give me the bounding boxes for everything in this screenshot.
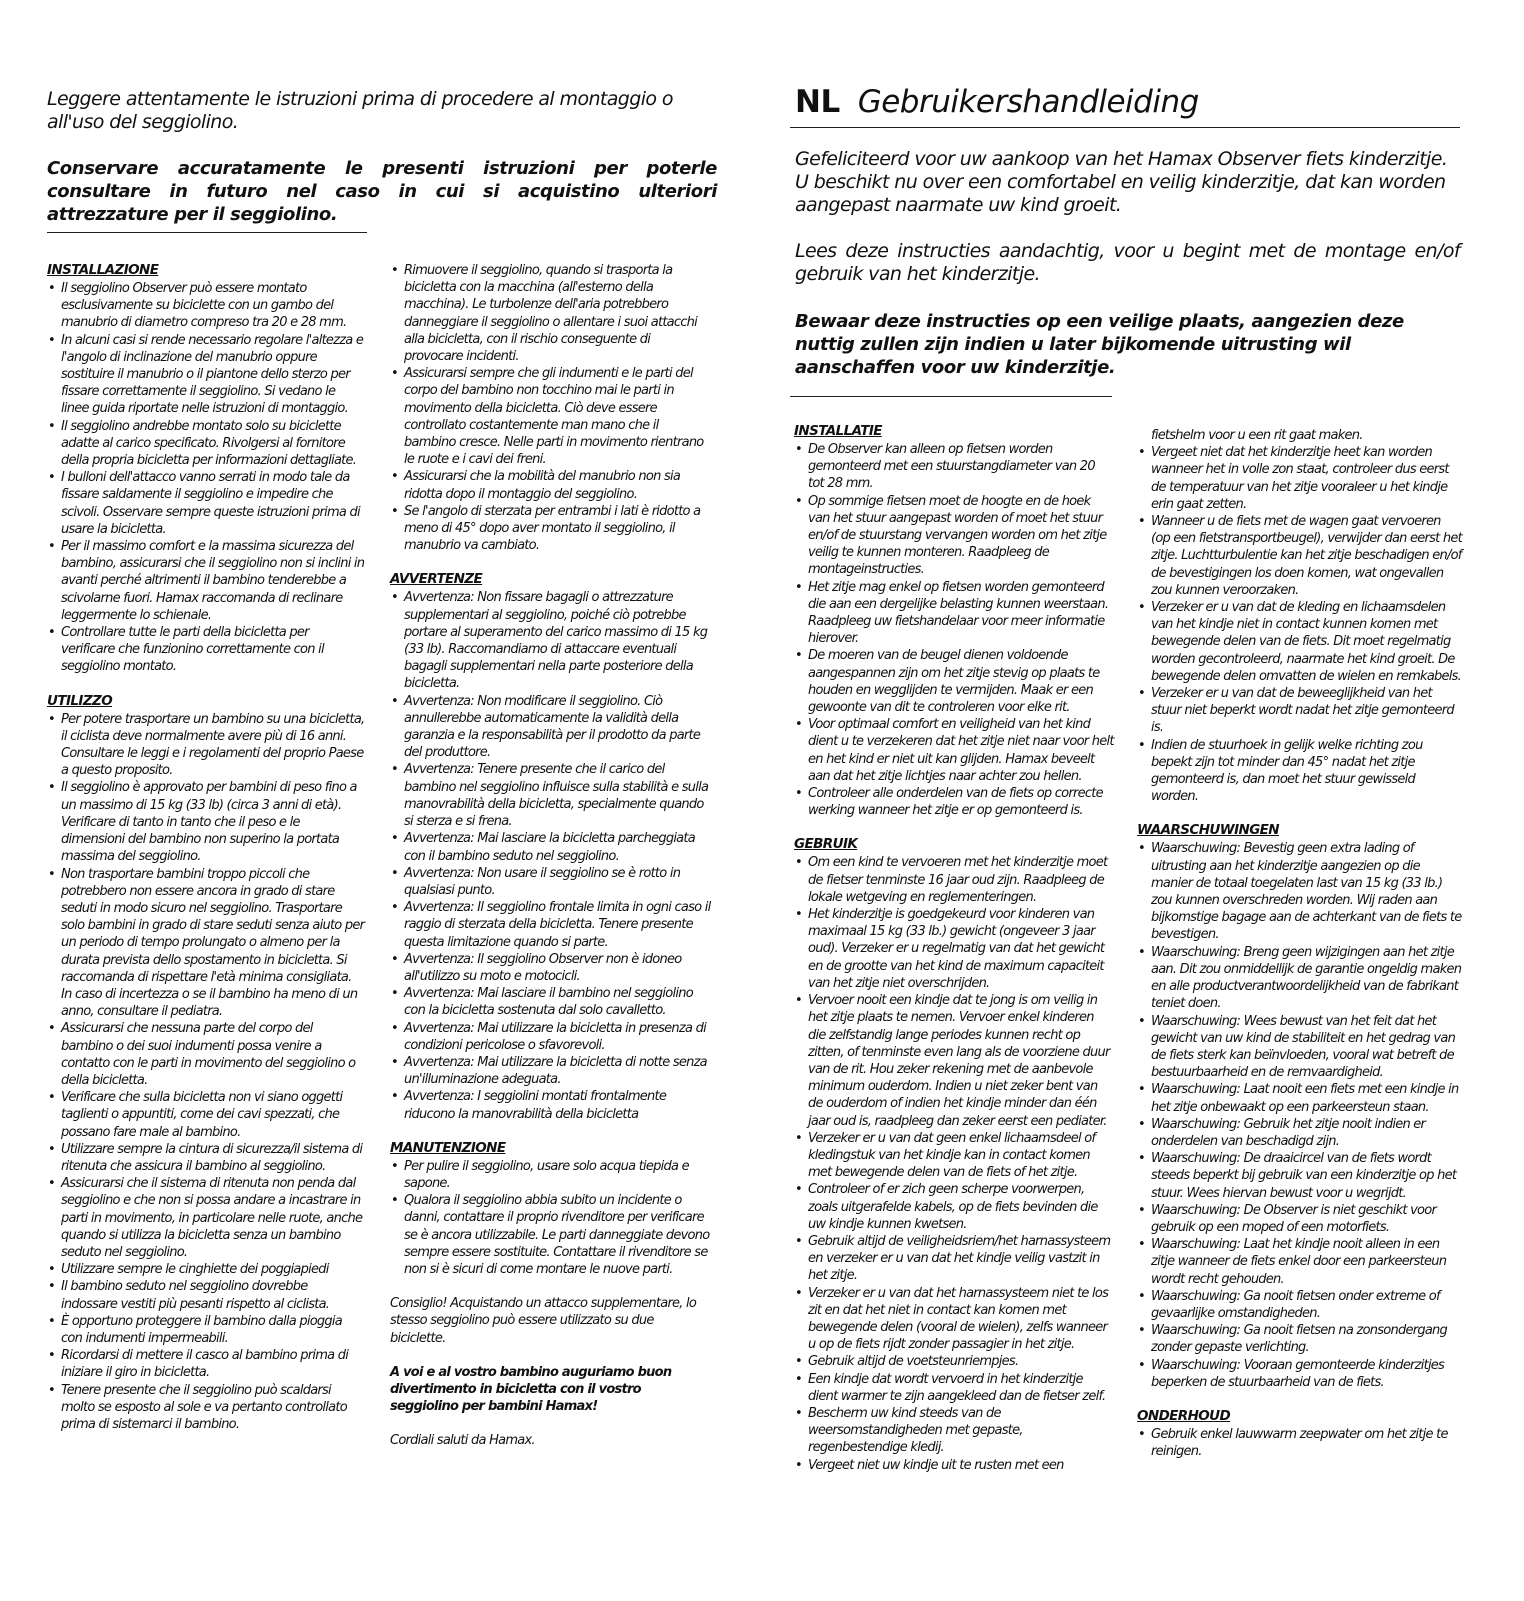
- manutenzione-heading: MANUTENZIONE: [390, 1139, 506, 1156]
- list-item: • Avvertenza: Il seggiolino Observer non è idoneo all'utilizzo su moto e motocicli.: [390, 951, 712, 985]
- onderhoud-list: [1137, 1426, 1462, 1460]
- list-item: • Per il massimo comfort e la massima sicurezza del bambino, assicurarsi che il seggiolino non si inclini in avanti perché altrimenti il bambino tenderebbe a scivolarne fuori. Hamax raccomanda di reclinare leggermente lo schienale.: [47, 538, 365, 624]
- page-title: [795, 84, 1199, 120]
- installazione-heading: INSTALLAZIONE: [47, 262, 159, 278]
- utilizzo-continued-list: [390, 262, 712, 554]
- list-item: • Waarschuwing: De draaicircel van de fiets wordt steeds beperkt bij gebruik van een kinderzitje op het stuur. Wees hiervan bewust voor u wegrijdt.: [1137, 1150, 1462, 1202]
- list-item: • È opportuno proteggere il bambino dalla pioggia con indumenti impermeabili.: [47, 1313, 365, 1347]
- right-column-1: [794, 423, 1114, 1474]
- list-item: • Waarschuwing: Ga nooit fietsen na zonsondergang zonder gepaste verlichting.: [1137, 1322, 1462, 1356]
- list-item: • Utilizzare sempre le cinghiette dei poggiapiedi: [47, 1261, 365, 1278]
- list-item: • Rimuovere il seggiolino, quando si trasporta la bicicletta con la macchina (all'esterno della macchina). Le turbolenze dell'aria potrebbero danneggiare il seggiolino o allentare i suoi attacchi alla bicicletta, con il rischio conseguente di provocare incidenti.: [390, 262, 712, 365]
- list-item: • Il seggiolino andrebbe montato solo su biciclette adatte al carico specificato. Rivolgersi al fornitore della propria bicicletta per informazioni dettagliate.: [47, 418, 365, 470]
- right-intro-1: Gefeliciteerd voor uw aankoop van het Hamax Observer fiets kinderzitje. U beschikt nu over een comfortabel en veilig kinderzitje, dat kan worden aangepast naarmate uw kind groeit.: [795, 148, 1448, 216]
- list-item: • Waarschuwing: Breng geen wijzigingen aan het zitje aan. Dit zou onmiddellijk de garantie ongeldig maken en alle productverantwoordelijkheid van de fabrikant teniet doen.: [1137, 944, 1462, 1013]
- list-item: • Il seggiolino è approvato per bambini di peso fino a un massimo di 15 kg (33 lb) (circa 3 anni di età). Verificare di tanto in tanto che il peso e le dimensioni del bambino non superino la portata massima del seggiolino.: [47, 779, 365, 865]
- list-item: • Waarschuwing: Ga nooit fietsen onder extreme of gevaarlijke omstandigheden.: [1137, 1288, 1462, 1322]
- right-intro-bold: Bewaar deze instructies op een veilige plaats, aangezien deze nuttig zullen zijn indien u later bijkomende uitrusting wil aanschaffen voor uw kinderzitje.: [795, 311, 1404, 378]
- list-item: • Het kinderzitje is goedgekeurd voor kinderen van maximaal 15 kg (33 lb.) gewicht (ongeveer 3 jaar oud). Verzeker er u regelmatig van dat het gewicht en de grootte van het kind de maximum capaciteit van het zitje niet overschrijden.: [794, 906, 1114, 992]
- list-item: • Gebruik altijd de voetsteunriempjes.: [794, 1353, 1114, 1370]
- list-item: • Bescherm uw kind steeds van de weersomstandigheden met gepaste, regenbestendige kledij.: [794, 1405, 1114, 1457]
- list-item: • Avvertenza: Non usare il seggiolino se è rotto in qualsiasi punto.: [390, 865, 712, 899]
- list-item: • Vergeet niet uw kindje uit te rusten met een: [794, 1457, 1114, 1474]
- list-item: • Ricordarsi di mettere il casco al bambino prima di iniziare il giro in bicicletta.: [47, 1347, 365, 1381]
- list-item: • Avvertenza: Mai utilizzare la bicicletta in presenza di condizioni pericolose o sfavorevoli.: [390, 1020, 712, 1054]
- tip-paragraph: Consiglio! Acquistando un attacco supplementare, lo stesso seggiolino può essere utilizzato su due biciclette.: [390, 1296, 697, 1346]
- list-item: • Indien de stuurhoek in gelijk welke richting zou bepekt zijn tot minder dan 45° nadat het zitje gemonteerd is, dan moet het stuur gewisseld worden.: [1137, 737, 1462, 806]
- manutenzione-list: [390, 1158, 712, 1278]
- list-item: • Waarschuwing: Bevestig geen extra lading of uitrusting aan het kinderzitje aangezien op die manier de totaal toegelaten last van 15 kg (33 lb.) zou kunnen overschreden worden. Wij raden aan bijkomstige bagage aan de achterkant van de fiets te bevestigen.: [1137, 840, 1462, 943]
- list-item: • Controllare tutte le parti della bicicletta per verificare che funzionino correttamente con il seggiolino montato.: [47, 624, 365, 676]
- closing-bold: A voi e al vostro bambino auguriamo buon divertimento in bicicletta con il vostro seggiolino per bambini Hamax!: [390, 1364, 672, 1415]
- list-item: • Qualora il seggiolino abbia subito un incidente o danni, contattare il proprio rivenditore per verificare se è ancora utilizzabile. Le parti danneggiate devono sempre essere sostituite. Contattare il rivenditore se non si è sicuri di come montare le nuove parti.: [390, 1192, 712, 1278]
- list-item: • De Observer kan alleen op fietsen worden gemonteerd met een stuurstangdiameter van 20 tot 28 mm.: [794, 441, 1114, 493]
- left-intro-bold: Conservare accuratamente le presenti istruzioni per poterle consultare in futuro nel caso in cui si acquistino ulteriori attrezzature per il seggiolino.: [47, 158, 717, 225]
- title-rule: [790, 127, 1460, 128]
- waarschuwingen-heading: WAARSCHUWINGEN: [1137, 822, 1280, 839]
- installatie-heading: INSTALLATIE: [794, 423, 882, 439]
- right-column-2: [1137, 427, 1462, 1460]
- list-item-continued: fietshelm voor u een rit gaat maken.: [1151, 428, 1363, 443]
- list-item: • Verzeker er u van dat geen enkel lichaamsdeel of kledingstuk van het kindje kan in contact komen met bewegende delen van de fiets of het zitje.: [794, 1130, 1114, 1182]
- utilizzo-heading: UTILIZZO: [47, 692, 113, 709]
- list-item: • Avvertenza: Tenere presente che il carico del bambino nel seggiolino influisce sulla stabilità e sulla manovrabilità della bicicletta, specialmente quando si sterza e si frena.: [390, 761, 712, 830]
- list-item: • Avvertenza: Mai utilizzare la bicicletta di notte senza un'illuminazione adeguata.: [390, 1054, 712, 1088]
- list-item: • Per potere trasportare un bambino su una bicicletta, il ciclista deve normalmente avere più di 16 anni. Consultare le leggi e i regolamenti del proprio Paese a questo proposito.: [47, 711, 365, 780]
- left-column-1: [47, 262, 365, 1433]
- list-item: • Voor optimaal comfort en veiligheid van het kind dient u te verzekeren dat het zitje niet naar voor helt en het kind er niet uit kan glijden. Hamax beveelt aan dat het zitje lichtjes naar achter zou hellen.: [794, 716, 1114, 785]
- list-item: • Het zitje mag enkel op fietsen worden gemonteerd die aan een dergelijke belasting kunnen weerstaan. Raadpleeg uw fietshandelaar voor meer informatie hierover.: [794, 579, 1114, 648]
- list-item: • Il seggiolino Observer può essere montato esclusivamente su biciclette con un gambo del manubrio di diametro compreso tra 20 e 28 mm.: [47, 280, 365, 332]
- list-item: • Gebruik altijd de veiligheidsriem/het harnassysteem en verzeker er u van dat het kindje veilig vastzit in het zitje.: [794, 1233, 1114, 1285]
- list-item: • I bulloni dell'attacco vanno serrati in modo tale da fissare saldamente il seggiolino e impedire che scivoli. Osservare sempre queste istruzioni prima di usare la bicicletta.: [47, 469, 365, 538]
- title-text: Gebruikershandleiding: [857, 84, 1199, 120]
- list-item: • Utilizzare sempre la cintura di sicurezza/il sistema di ritenuta che assicura il bambino al seggiolino.: [47, 1141, 365, 1175]
- waarschuwingen-list: [1137, 840, 1462, 1391]
- list-item: • Waarschuwing: Gebruik het zitje nooit indien er onderdelen van beschadigd zijn.: [1137, 1116, 1462, 1150]
- list-item: • Verzeker er u van dat de beweeglijkheid van het stuur niet beperkt wordt nadat het zitje gemonteerd is.: [1137, 685, 1462, 737]
- list-item: • Assicurarsi che la mobilità del manubrio non sia ridotta dopo il montaggio del seggiolino.: [390, 468, 712, 502]
- list-item: • Controleer of er zich geen scherpe voorwerpen, zoals uitgerafelde kabels, op de fiets bevinden die uw kindje kunnen kwetsen.: [794, 1181, 1114, 1233]
- list-item: • Avvertenza: Mai lasciare la bicicletta parcheggiata con il bambino seduto nel seggiolino.: [390, 830, 712, 864]
- avvertenze-heading: AVVERTENZE: [390, 571, 483, 588]
- installatie-list: [794, 441, 1114, 819]
- list-item: • De moeren van de beugel dienen voldoende aangespannen zijn om het zitje stevig op plaats te houden en wegglijden te vermijden. Maak er een gewoonte van dit te controleren voor elke rit.: [794, 647, 1114, 716]
- list-item: • Per pulire il seggiolino, usare solo acqua tiepida e sapone.: [390, 1158, 712, 1192]
- language-code: NL: [795, 84, 840, 120]
- list-item: • Waarschuwing: Vooraan gemonteerde kinderzitjes beperken de stuurbaarheid van de fiets.: [1137, 1357, 1462, 1391]
- list-item: • Een kindje dat wordt vervoerd in het kinderzitje dient warmer te zijn aangekleed dan de fietser zelf.: [794, 1371, 1114, 1405]
- list-item: • Verzeker er u van dat het harnassysteem niet te los zit en dat het niet in contact kan komen met bewegende delen (vooral de wielen), zelfs wanneer u op de fiets rijdt zonder passagier in het zitje.: [794, 1285, 1114, 1354]
- list-item: • Assicurarsi che il sistema di ritenuta non penda dal seggiolino e che non si possa andare a incastrare in parti in movimento, in particolare nelle ruote, anche quando si utilizza la bicicletta senza un bambino seduto nel seggiolino.: [47, 1175, 365, 1261]
- gebruik-continued-list: [1137, 427, 1462, 805]
- installazione-list: [47, 280, 365, 676]
- right-divider: [790, 396, 1112, 397]
- list-item: • Om een kind te vervoeren met het kinderzitje moet de fietser tenminste 16 jaar oud zijn. Raadpleeg de lokale wetgeving en reglementeringen.: [794, 854, 1114, 906]
- gebruik-heading: GEBRUIK: [794, 836, 858, 853]
- list-item: • Waarschuwing: Laat het kindje nooit alleen in een zitje wanneer de fiets enkel door een parkeersteun wordt recht gehouden.: [1137, 1236, 1462, 1288]
- list-item: • Controleer alle onderdelen van de fiets op correcte werking wanneer het zitje er op gemonteerd is.: [794, 785, 1114, 819]
- left-intro: Leggere attentamente le istruzioni prima di procedere al montaggio o all'uso del seggiolino.: [47, 88, 673, 133]
- list-item: • Assicurarsi che nessuna parte del corpo del bambino o dei suoi indumenti possa venire a contatto con le parti in movimento del seggiolino o della bicicletta.: [47, 1020, 365, 1089]
- list-item: • Assicurarsi sempre che gli indumenti e le parti del corpo del bambino non tocchino mai le parti in movimento della bicicletta. Ciò deve essere controllato costantemente man mano che il bambino cresce. Nelle parti in movimento rientrano le ruote e i cavi dei freni.: [390, 365, 712, 468]
- list-item: • Vervoer nooit een kindje dat te jong is om veilig in het zitje plaats te nemen. Vervoer enkel kinderen die zelfstandig lange periodes kunnen recht op zitten, of tenminste even lang als de voorziene duur van de rit. Hou zeker rekening met de aanbevole minimum ouderdom. Indien u niet zeker bent van de ouderdom of indien het kindje minder dan één jaar oud is, raadpleeg dan zeker eerst een pediater.: [794, 992, 1114, 1130]
- list-item: • Waarschuwing: De Observer is niet geschikt voor gebruik op een moped of een motorfiets.: [1137, 1202, 1462, 1236]
- list-item: • Il bambino seduto nel seggiolino dovrebbe indossare vestiti più pesanti rispetto al ciclista.: [47, 1278, 365, 1312]
- list-item: • Non trasportare bambini troppo piccoli che potrebbero non essere ancora in grado di stare seduti in modo sicuro nel seggiolino. Trasportare solo bambini in grado di stare seduti senza aiuto per un periodo di tempo prolungato o almeno per la durata prevista dello spostamento in bicicletta. Si raccomanda di rispettare l'età minima consigliata. In caso di incertezza o se il bambino ha meno di un anno, consultare il pediatra.: [47, 866, 365, 1021]
- list-item: • Avvertenza: Mai lasciare il bambino nel seggiolino con la bicicletta sostenuta dal solo cavalletto.: [390, 985, 712, 1019]
- list-item: • In alcuni casi si rende necessario regolare l'altezza e l'angolo di inclinazione del manubrio oppure sostituire il manubrio o il piantone dello sterzo per fissare correttamente il seggiolino. Si vedano le linee guida riportate nelle istruzioni di montaggio.: [47, 332, 365, 418]
- list-item: • Verzeker er u van dat de kleding en lichaamsdelen van het kindje niet in contact kunnen komen met bewegende delen van de fiets. Dit moet regelmatig worden gecontroleerd, naarmate het kind groeit. De bewegende delen omvatten de wielen en remkabels.: [1137, 599, 1462, 685]
- list-item: • Op sommige fietsen moet de hoogte en de hoek van het stuur aangepast worden of moet het stuur en/of de stuurstang vervangen worden om het zitje veilig te kunnen monteren. Raadpleeg de montageinstructies.: [794, 493, 1114, 579]
- list-item: • Waarschuwing: Laat nooit een fiets met een kindje in het zitje onbewaakt op een parkeersteun staan.: [1137, 1081, 1462, 1115]
- avvertenze-list: [390, 589, 712, 1122]
- list-item: • Avvertenza: Il seggiolino frontale limita in ogni caso il raggio di sterzata della bicicletta. Tenere presente questa limitazione quando si parte.: [390, 899, 712, 951]
- left-column-2: [390, 262, 712, 1450]
- list-item: • Gebruik enkel lauwwarm zeepwater om het zitje te reinigen.: [1137, 1426, 1462, 1460]
- greeting: Cordiali saluti da Hamax.: [390, 1433, 535, 1449]
- list-item: • Tenere presente che il seggiolino può scaldarsi molto se esposto al sole e va pertanto controllato prima di sistemarci il bambino.: [47, 1382, 365, 1434]
- list-item: • Wanneer u de fiets met de wagen gaat vervoeren (op een fietstransportbeugel), verwijder dan eerst het zitje. Luchtturbulentie kan het zitje beschadigen en/of de bevestigingen los doen komen, wat ongevallen zou kunnen veroorzaken.: [1137, 513, 1462, 599]
- list-item: • Se l'angolo di sterzata per entrambi i lati è ridotto a meno di 45° dopo aver montato il seggiolino, il manubrio va cambiato.: [390, 503, 712, 555]
- right-intro-2: Lees deze instructies aandachtig, voor u begint met de montage en/of gebruik van het kinderzitje.: [795, 240, 1460, 285]
- onderhoud-heading: ONDERHOUD: [1137, 1407, 1231, 1424]
- list-item: • Vergeet niet dat het kinderzitje heet kan worden wanneer het in volle zon staat, controleer dus eerst de temperatuur van het zitje vooraleer u het kindje erin gaat zetten.: [1137, 444, 1462, 513]
- list-item: • Avvertenza: Non fissare bagagli o attrezzature supplementari al seggiolino, poiché ciò potrebbe portare al superamento del carico massimo di 15 kg (33 lb). Raccomandiamo di attaccare eventuali bagagli supplementari nella parte posteriore della bicicletta.: [390, 589, 712, 692]
- list-item: • Verificare che sulla bicicletta non vi siano oggetti taglienti o appuntiti, come dei cavi spezzati, che possano fare male al bambino.: [47, 1089, 365, 1141]
- left-divider: [47, 232, 367, 233]
- left-intro-block: [47, 88, 717, 226]
- list-item: • Waarschuwing: Wees bewust van het feit dat het gewicht van uw kind de stabiliteit en het gedrag van de fiets sterk kan beïnvloeden, vooral wat betreft de bestuurbaarheid en de remvaardigheid.: [1137, 1013, 1462, 1082]
- gebruik-list: [794, 854, 1114, 1473]
- list-item: • Avvertenza: I seggiolini montati frontalmente riducono la manovrabilità della bicicletta: [390, 1088, 712, 1122]
- utilizzo-list: [47, 711, 365, 1434]
- list-item: • Avvertenza: Non modificare il seggiolino. Ciò annullerebbe automaticamente la validità della garanzia e la responsabilità per il prodotto da parte del produttore.: [390, 693, 712, 762]
- right-intro-block: [795, 148, 1460, 379]
